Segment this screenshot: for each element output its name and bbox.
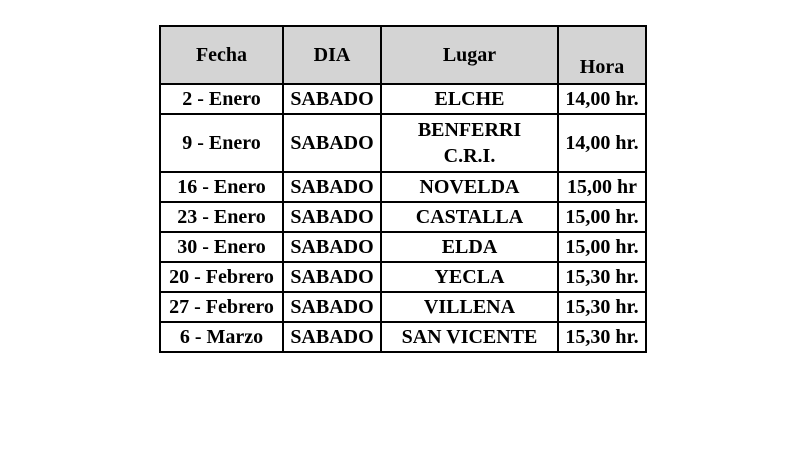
cell-dia: SABADO (283, 84, 381, 114)
table-row (160, 322, 646, 352)
cell-dia: SABADO (283, 114, 381, 172)
cell-hora: 15,00 hr. (558, 232, 646, 262)
cell-hora: 15,00 hr. (558, 202, 646, 232)
cell-hora: 15,30 hr. (558, 262, 646, 292)
header-dia: DIA (283, 26, 381, 84)
cell-fecha: 9 - Enero (160, 114, 283, 172)
cell-lugar: ELDA (381, 232, 558, 262)
header-fecha: Fecha (160, 26, 283, 84)
cell-fecha: 27 - Febrero (160, 292, 283, 322)
cell-fecha: 16 - Enero (160, 172, 283, 202)
cell-hora: 15,00 hr (558, 172, 646, 202)
cell-lugar: YECLA (381, 262, 558, 292)
header-hora: Hora (558, 26, 646, 84)
table-row (160, 292, 646, 322)
cell-lugar-line1: BENFERRI (417, 119, 522, 141)
cell-fecha: 2 - Enero (160, 84, 283, 114)
cell-fecha: 23 - Enero (160, 202, 283, 232)
cell-lugar: NOVELDA (381, 172, 558, 202)
cell-hora: 14,00 hr. (558, 84, 646, 114)
cell-dia: SABADO (283, 322, 381, 352)
table-row (160, 202, 646, 232)
cell-lugar: SAN VICENTE (381, 322, 558, 352)
cell-dia: SABADO (283, 202, 381, 232)
header-row (160, 26, 646, 84)
table-row (160, 114, 646, 172)
table-row (160, 232, 646, 262)
cell-dia: SABADO (283, 232, 381, 262)
cell-hora: 15,30 hr. (558, 292, 646, 322)
cell-fecha: 6 - Marzo (160, 322, 283, 352)
header-lugar: Lugar (381, 26, 558, 84)
table-row (160, 262, 646, 292)
cell-lugar: ELCHE (381, 84, 558, 114)
cell-fecha: 20 - Febrero (160, 262, 283, 292)
cell-hora: 15,30 hr. (558, 322, 646, 352)
cell-lugar (381, 114, 558, 172)
cell-fecha: 30 - Enero (160, 232, 283, 262)
cell-dia: SABADO (283, 292, 381, 322)
cell-lugar: VILLENA (381, 292, 558, 322)
cell-lugar-line2: C.R.I. (443, 145, 496, 167)
cell-dia: SABADO (283, 262, 381, 292)
cell-hora: 14,00 hr. (558, 114, 646, 172)
cell-lugar: CASTALLA (381, 202, 558, 232)
schedule-table (159, 25, 647, 353)
cell-dia: SABADO (283, 172, 381, 202)
table-row (160, 172, 646, 202)
table-row (160, 84, 646, 114)
